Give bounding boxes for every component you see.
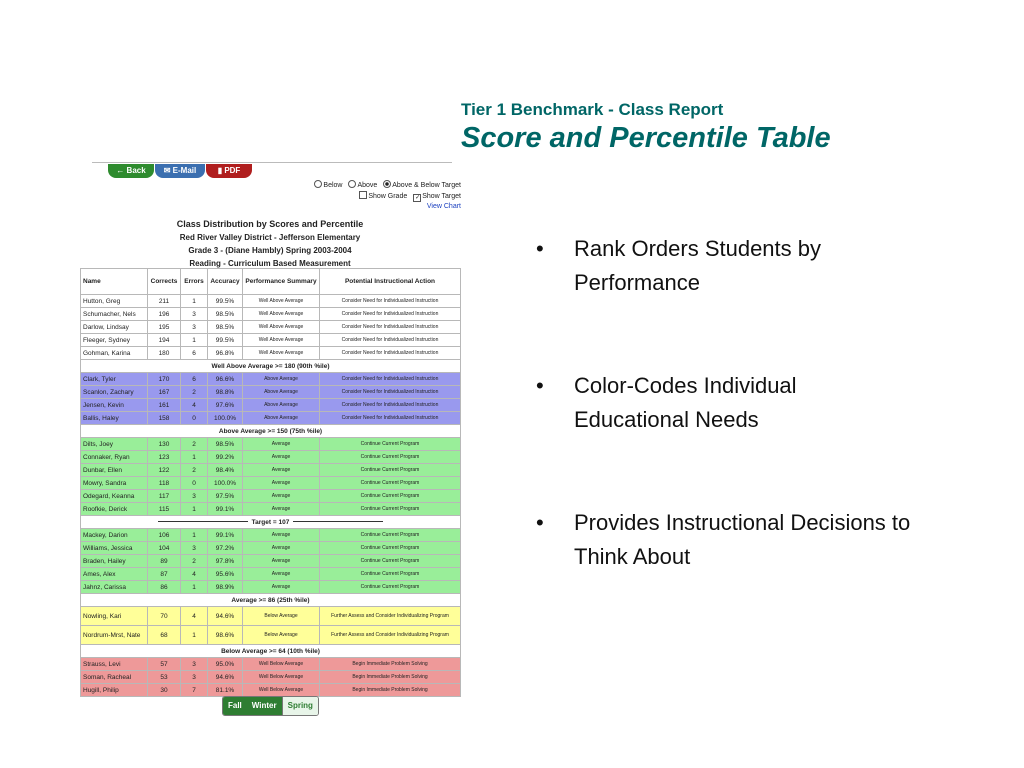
column-header-corrects: Corrects	[148, 269, 181, 295]
cell-errors: 7	[181, 684, 208, 697]
table-row	[81, 386, 461, 399]
target-line	[293, 521, 383, 522]
cell-errors: 4	[181, 568, 208, 581]
cell-errors: 4	[181, 607, 208, 626]
cell-corrects: 211	[148, 295, 181, 308]
cell-corrects: 158	[148, 412, 181, 425]
cell-summary: Well Above Average	[243, 321, 320, 334]
cell-name: Darlow, Lindsay	[81, 321, 148, 334]
cell-action: Consider Need for Individualized Instruction	[320, 347, 461, 360]
target-row	[81, 516, 461, 529]
cell-summary: Well Above Average	[243, 295, 320, 308]
cell-summary: Average	[243, 490, 320, 503]
cell-accuracy: 96.6%	[208, 373, 243, 386]
cell-corrects: 130	[148, 438, 181, 451]
score-table	[80, 268, 461, 697]
cell-name: Fleeger, Sydney	[81, 334, 148, 347]
cell-summary: Average	[243, 529, 320, 542]
table-row	[81, 373, 461, 386]
cell-action: Begin Immediate Problem Solving	[320, 671, 461, 684]
report-screenshot	[80, 160, 463, 720]
table-row	[81, 626, 461, 645]
cell-action: Consider Need for Individualized Instruction	[320, 321, 461, 334]
cell-errors: 1	[181, 581, 208, 594]
cell-accuracy: 98.4%	[208, 464, 243, 477]
cell-name: Scanlon, Zachary	[81, 386, 148, 399]
cell-name: Ballis, Haley	[81, 412, 148, 425]
cell-accuracy: 97.6%	[208, 399, 243, 412]
table-row	[81, 581, 461, 594]
cell-action: Continue Current Program	[320, 464, 461, 477]
cell-corrects: 70	[148, 607, 181, 626]
cell-action: Continue Current Program	[320, 438, 461, 451]
cell-corrects: 161	[148, 399, 181, 412]
cell-accuracy: 97.5%	[208, 490, 243, 503]
cell-summary: Well Above Average	[243, 347, 320, 360]
bullet-item: • Provides Instructional Decisions to Think About	[534, 506, 914, 574]
cell-corrects: 180	[148, 347, 181, 360]
cell-name: Clark, Tyler	[81, 373, 148, 386]
season-spring-button[interactable]: Spring	[282, 697, 318, 715]
cell-action: Further Assess and Consider Individualizing Program	[320, 626, 461, 645]
target-label: Target = 107	[251, 518, 290, 526]
show-grade-checkbox[interactable]	[359, 191, 367, 199]
table-row	[81, 490, 461, 503]
cell-name: Jensen, Kevin	[81, 399, 148, 412]
cell-summary: Below Average	[243, 626, 320, 645]
cell-corrects: 194	[148, 334, 181, 347]
cell-action: Consider Need for Individualized Instruction	[320, 308, 461, 321]
cell-errors: 1	[181, 334, 208, 347]
cell-summary: Average	[243, 581, 320, 594]
season-fall-button[interactable]: Fall	[223, 697, 247, 715]
cell-summary: Well Below Average	[243, 658, 320, 671]
cell-accuracy: 94.6%	[208, 607, 243, 626]
table-row	[81, 347, 461, 360]
cell-action: Consider Need for Individualized Instruction	[320, 386, 461, 399]
season-toggle	[222, 696, 319, 716]
back-button[interactable]: ← Back	[108, 164, 154, 178]
cell-name: Braden, Hailey	[81, 555, 148, 568]
column-header-name: Name	[81, 269, 148, 295]
cell-name: Strauss, Levi	[81, 658, 148, 671]
table-row	[81, 477, 461, 490]
table-row	[81, 671, 461, 684]
cell-corrects: 104	[148, 542, 181, 555]
cell-accuracy: 99.1%	[208, 529, 243, 542]
cell-summary: Average	[243, 438, 320, 451]
cell-action: Continue Current Program	[320, 581, 461, 594]
table-row	[81, 451, 461, 464]
cell-summary: Average	[243, 568, 320, 581]
cell-accuracy: 98.6%	[208, 626, 243, 645]
cell-name: Ames, Alex	[81, 568, 148, 581]
band-threshold-row	[81, 645, 461, 658]
cell-corrects: 53	[148, 671, 181, 684]
cell-corrects: 30	[148, 684, 181, 697]
cell-accuracy: 94.6%	[208, 671, 243, 684]
band-threshold-label: Above Average >= 150 (75th %ile)	[81, 425, 461, 438]
cell-accuracy: 100.0%	[208, 412, 243, 425]
cell-corrects: 89	[148, 555, 181, 568]
show-grade-label: Show Grade	[368, 193, 408, 200]
cell-summary: Well Below Average	[243, 684, 320, 697]
cell-name: Hugill, Philip	[81, 684, 148, 697]
table-row	[81, 542, 461, 555]
cell-accuracy: 97.2%	[208, 542, 243, 555]
cell-name: Nowling, Kari	[81, 607, 148, 626]
cell-action: Continue Current Program	[320, 490, 461, 503]
above-radio[interactable]	[348, 180, 356, 188]
table-row	[81, 555, 461, 568]
above-below-radio-label: Above & Below Target	[392, 182, 461, 189]
slide-subtitle: Tier 1 Benchmark - Class Report	[461, 100, 724, 119]
table-row	[81, 658, 461, 671]
cell-errors: 2	[181, 464, 208, 477]
cell-summary: Average	[243, 451, 320, 464]
cell-summary: Above Average	[243, 412, 320, 425]
cell-accuracy: 98.5%	[208, 308, 243, 321]
cell-summary: Average	[243, 503, 320, 516]
cell-errors: 4	[181, 399, 208, 412]
band-threshold-label: Well Above Average >= 180 (90th %ile)	[81, 360, 461, 373]
divider	[92, 162, 452, 163]
above-below-radio[interactable]	[383, 180, 391, 188]
bullet-list	[534, 232, 914, 643]
cell-accuracy: 96.8%	[208, 347, 243, 360]
bullet-item: • Rank Orders Students by Performance	[534, 232, 914, 300]
cell-errors: 1	[181, 503, 208, 516]
band-threshold-row	[81, 594, 461, 607]
cell-action: Continue Current Program	[320, 555, 461, 568]
cell-corrects: 115	[148, 503, 181, 516]
cell-summary: Average	[243, 477, 320, 490]
bullet-item: • Color-Codes Individual Educational Needs	[534, 369, 914, 437]
show-target-checkbox[interactable]: ✓	[415, 195, 421, 201]
cell-errors: 1	[181, 626, 208, 645]
cell-errors: 2	[181, 555, 208, 568]
cell-corrects: 196	[148, 308, 181, 321]
band-threshold-row	[81, 425, 461, 438]
pdf-button[interactable]: ▮ PDF	[206, 164, 252, 178]
cell-summary: Well Below Average	[243, 671, 320, 684]
table-row	[81, 464, 461, 477]
cell-corrects: 117	[148, 490, 181, 503]
cell-corrects: 167	[148, 386, 181, 399]
view-chart-link[interactable]: View Chart	[426, 203, 461, 210]
cell-corrects: 195	[148, 321, 181, 334]
cell-accuracy: 99.1%	[208, 503, 243, 516]
cell-errors: 0	[181, 412, 208, 425]
target-line	[158, 521, 248, 522]
cell-action: Continue Current Program	[320, 503, 461, 516]
table-row	[81, 438, 461, 451]
band-threshold-label: Below Average >= 64 (10th %ile)	[81, 645, 461, 658]
cell-name: Hutton, Greg	[81, 295, 148, 308]
cell-errors: 3	[181, 321, 208, 334]
cell-accuracy: 98.9%	[208, 581, 243, 594]
slide-title: Score and Percentile Table	[461, 122, 831, 154]
cell-summary: Average	[243, 464, 320, 477]
cell-corrects: 106	[148, 529, 181, 542]
column-header-accuracy: Accuracy	[208, 269, 243, 295]
cell-corrects: 170	[148, 373, 181, 386]
table-row	[81, 568, 461, 581]
cell-name: Schumacher, Nels	[81, 308, 148, 321]
cell-action: Continue Current Program	[320, 529, 461, 542]
above-radio-label: Above	[357, 182, 378, 189]
cell-summary: Average	[243, 542, 320, 555]
table-row	[81, 399, 461, 412]
cell-action: Begin Immediate Problem Solving	[320, 684, 461, 697]
band-threshold-row	[81, 360, 461, 373]
table-row	[81, 684, 461, 697]
report-grade: Grade 3 - (Diane Hambly) Spring 2003-2004	[188, 246, 352, 255]
cell-errors: 3	[181, 308, 208, 321]
season-winter-button[interactable]: Winter	[247, 697, 282, 715]
cell-errors: 1	[181, 529, 208, 542]
report-measure: Reading - Curriculum Based Measurement	[189, 259, 351, 268]
cell-summary: Above Average	[243, 373, 320, 386]
cell-accuracy: 100.0%	[208, 477, 243, 490]
cell-summary: Average	[243, 555, 320, 568]
cell-corrects: 86	[148, 581, 181, 594]
table-row	[81, 308, 461, 321]
band-threshold-label: Average >= 86 (25th %ile)	[81, 594, 461, 607]
target-cell	[81, 516, 461, 529]
table-row	[81, 412, 461, 425]
cell-summary: Well Above Average	[243, 334, 320, 347]
cell-summary: Above Average	[243, 386, 320, 399]
table-row	[81, 334, 461, 347]
cell-errors: 3	[181, 490, 208, 503]
table-row	[81, 607, 461, 626]
cell-errors: 6	[181, 373, 208, 386]
cell-action: Consider Need for Individualized Instruction	[320, 373, 461, 386]
cell-accuracy: 97.8%	[208, 555, 243, 568]
cell-corrects: 122	[148, 464, 181, 477]
cell-accuracy: 99.5%	[208, 334, 243, 347]
cell-name: Dunbar, Ellen	[81, 464, 148, 477]
table-row	[81, 295, 461, 308]
cell-corrects: 123	[148, 451, 181, 464]
cell-errors: 3	[181, 671, 208, 684]
cell-action: Continue Current Program	[320, 542, 461, 555]
cell-corrects: 118	[148, 477, 181, 490]
cell-errors: 0	[181, 477, 208, 490]
cell-name: Mackey, Darion	[81, 529, 148, 542]
cell-action: Continue Current Program	[320, 477, 461, 490]
cell-name: Connaker, Ryan	[81, 451, 148, 464]
email-button[interactable]: ✉ E-Mail	[155, 164, 205, 178]
cell-errors: 6	[181, 347, 208, 360]
cell-corrects: 57	[148, 658, 181, 671]
cell-corrects: 68	[148, 626, 181, 645]
cell-summary: Above Average	[243, 399, 320, 412]
table-header-row	[81, 269, 461, 295]
cell-action: Begin Immediate Problem Solving	[320, 658, 461, 671]
report-header	[80, 218, 460, 270]
cell-errors: 1	[181, 451, 208, 464]
cell-accuracy: 95.6%	[208, 568, 243, 581]
cell-errors: 2	[181, 386, 208, 399]
cell-name: Gohman, Karina	[81, 347, 148, 360]
cell-accuracy: 98.5%	[208, 321, 243, 334]
cell-action: Consider Need for Individualized Instruction	[320, 399, 461, 412]
cell-summary: Below Average	[243, 607, 320, 626]
below-radio-label: Below	[323, 182, 343, 189]
cell-accuracy: 99.5%	[208, 295, 243, 308]
cell-action: Continue Current Program	[320, 568, 461, 581]
cell-action: Consider Need for Individualized Instruction	[320, 334, 461, 347]
report-title: Class Distribution by Scores and Percentile	[176, 219, 364, 229]
cell-action: Continue Current Program	[320, 451, 461, 464]
cell-name: Roofkie, Derick	[81, 503, 148, 516]
table-row	[81, 529, 461, 542]
report-district: Red River Valley District - Jefferson Elementary	[179, 233, 361, 242]
cell-name: Jahnz, Carissa	[81, 581, 148, 594]
cell-name: Williams, Jessica	[81, 542, 148, 555]
table-row	[81, 321, 461, 334]
cell-errors: 3	[181, 542, 208, 555]
column-header-errors: Errors	[181, 269, 208, 295]
cell-name: Nordrum-Mrst, Nate	[81, 626, 148, 645]
below-radio[interactable]	[314, 180, 322, 188]
cell-errors: 3	[181, 658, 208, 671]
cell-accuracy: 98.5%	[208, 438, 243, 451]
cell-name: Odegard, Keanna	[81, 490, 148, 503]
cell-action: Consider Need for Individualized Instruction	[320, 295, 461, 308]
show-target-label: Show Target	[422, 193, 461, 200]
table-row	[81, 503, 461, 516]
cell-errors: 1	[181, 295, 208, 308]
cell-name: Mowry, Sandra	[81, 477, 148, 490]
cell-errors: 2	[181, 438, 208, 451]
cell-summary: Well Above Average	[243, 308, 320, 321]
cell-accuracy: 95.0%	[208, 658, 243, 671]
cell-action: Consider Need for Individualized Instruction	[320, 412, 461, 425]
cell-accuracy: 81.1%	[208, 684, 243, 697]
cell-accuracy: 99.2%	[208, 451, 243, 464]
report-options	[310, 180, 461, 212]
column-header-action: Potential Instructional Action	[320, 269, 461, 295]
column-header-summary: Performance Summary	[243, 269, 320, 295]
slide-title-block	[461, 100, 831, 156]
cell-accuracy: 98.8%	[208, 386, 243, 399]
cell-name: Soman, Racheal	[81, 671, 148, 684]
cell-name: Dilts, Joey	[81, 438, 148, 451]
cell-action: Further Assess and Consider Individualizing Program	[320, 607, 461, 626]
cell-corrects: 87	[148, 568, 181, 581]
